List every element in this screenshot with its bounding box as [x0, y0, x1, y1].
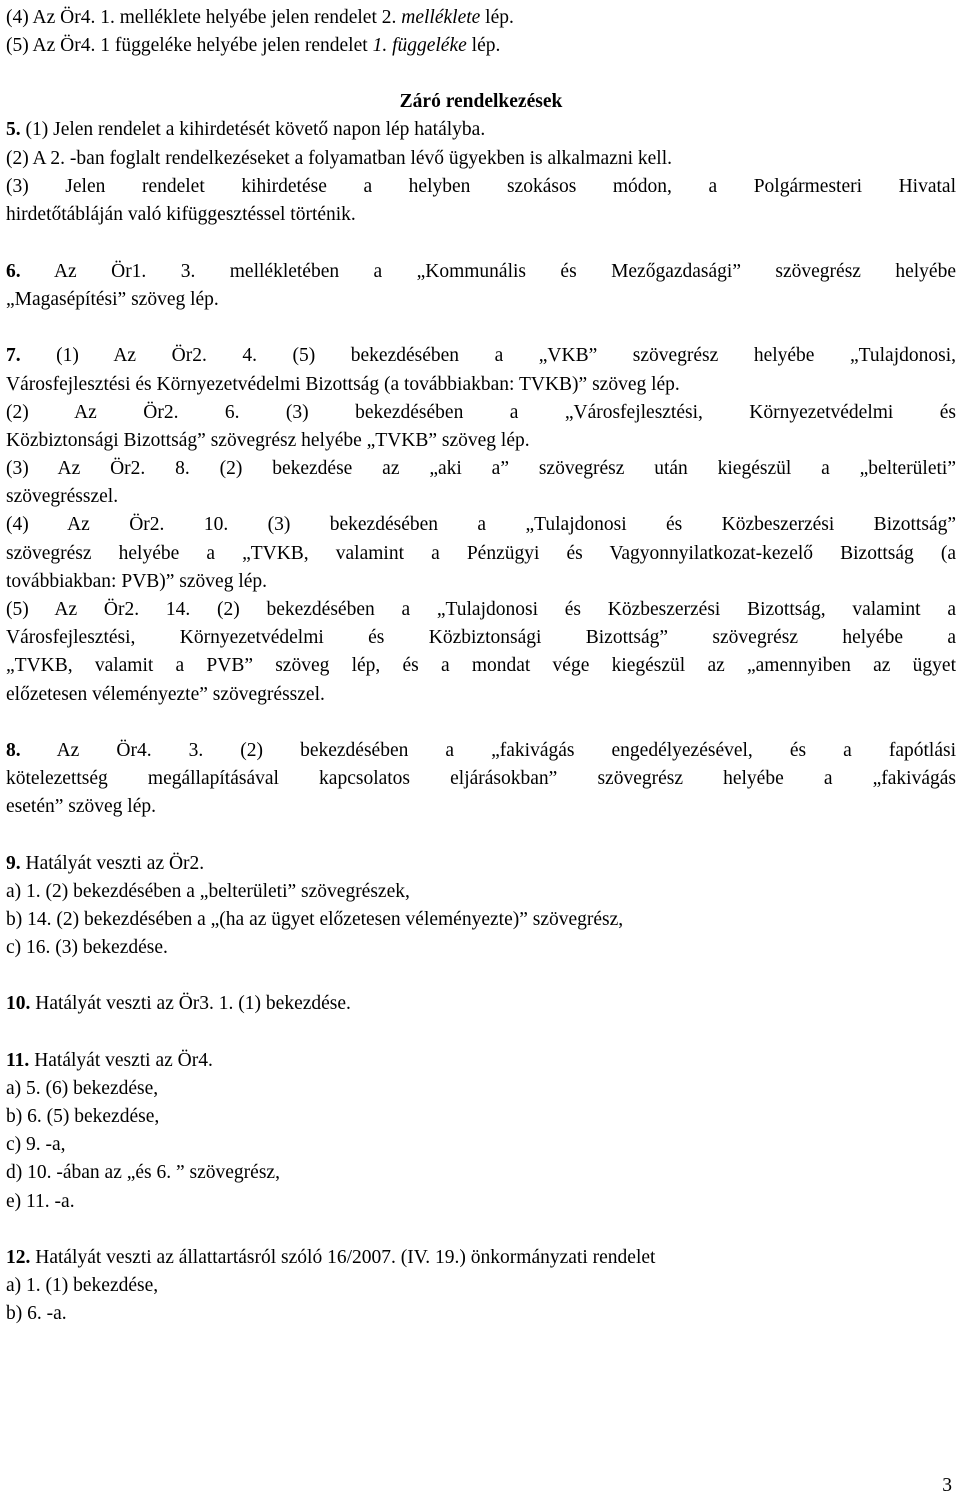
section-number: 7.	[6, 345, 21, 366]
text-line	[6, 34, 956, 58]
text-line	[6, 1133, 956, 1157]
section-number: Záró rendelkezések	[399, 91, 563, 112]
text-line	[6, 147, 956, 171]
text-line	[6, 739, 956, 763]
text-line	[6, 992, 956, 1016]
text-line	[6, 795, 956, 819]
text-span: a) 1. (1) bekezdése,	[6, 1275, 159, 1296]
text-span: (2) Az Ör2. 6. (3) bekezdésében a „Városfejlesztési, Környezetvédelmi és	[6, 402, 956, 423]
text-span: (4) Az Ör2. 10. (3) bekezdésében a „Tulajdonosi és Közbeszerzési Bizottság”	[6, 514, 956, 535]
text-line	[6, 288, 956, 312]
section-number: 9.	[6, 853, 21, 874]
text-span: e) 11. -a.	[6, 1191, 75, 1212]
text-line	[6, 908, 956, 932]
text-span: Hatályát veszti az Ör4.	[29, 1050, 213, 1071]
text-line	[6, 1077, 956, 1101]
text-span: előzetesen véleményezte” szövegrésszel.	[6, 684, 325, 705]
text-span: Városfejlesztési, Környezetvédelmi és Közbiztonsági Bizottság” szövegrész helyébe a	[6, 627, 956, 648]
text-span: b) 6. (5) bekezdése,	[6, 1106, 160, 1127]
text-span: (1) Jelen rendelet a kihirdetését követő napon lép hatályba.	[20, 119, 486, 140]
section-number: 5.	[6, 119, 21, 140]
text-span: c) 16. (3) bekezdése.	[6, 937, 168, 958]
text-line	[6, 683, 956, 707]
text-line	[6, 1190, 956, 1214]
text-span: c) 9. -a,	[6, 1134, 66, 1155]
text-span: b) 6. -a.	[6, 1303, 67, 1324]
text-line	[6, 457, 956, 481]
text-span: (2) A 2. -ban foglalt rendelkezéseket a folyamatban lévő ügyekben is alkalmazni kell.	[6, 148, 673, 169]
text-span: b) 14. (2) bekezdésében a „(ha az ügyet előzetesen véleményezte)” szövegrész,	[6, 909, 624, 930]
text-span: Az Ör1. 3. mellékletében a „Kommunális és Mezőgazdasági” szövegrész helyébe	[20, 261, 956, 282]
text-line	[6, 175, 956, 199]
text-span: (1) Az Ör2. 4. (5) bekezdésében a „VKB” szövegrész helyébe „Tulajdonosi,	[20, 345, 956, 366]
section-number: 8.	[6, 740, 21, 761]
text-span: esetén” szöveg lép.	[6, 796, 156, 817]
text-span: lép.	[480, 7, 514, 28]
text-span: Az Ör4. 3. (2) bekezdésében a „fakivágás engedélyezésével, és a fapótlási	[20, 740, 956, 761]
text-span: „TVKB, valamit a PVB” szöveg lép, és a mondat vége kiegészül az „amennyiben az ügyet	[6, 655, 956, 676]
text-span: „Magasépítési” szöveg lép.	[6, 289, 219, 310]
text-span: (5) Az Ör2. 14. (2) bekezdésében a „Tulajdonosi és Közbeszerzési Bizottság, valamint a	[6, 599, 956, 620]
text-line	[6, 1302, 956, 1326]
text-line	[6, 203, 956, 227]
text-span: lép.	[466, 35, 501, 56]
text-line	[6, 344, 956, 368]
text-line	[6, 880, 956, 904]
text-line	[6, 1161, 956, 1185]
text-line	[6, 936, 956, 960]
text-line	[6, 1274, 956, 1298]
section-number: 12.	[6, 1247, 31, 1268]
section-number: 11.	[6, 1050, 30, 1071]
text-span: a) 5. (6) bekezdése,	[6, 1078, 159, 1099]
text-span: 1. függeléke	[372, 35, 467, 56]
text-line	[6, 542, 956, 566]
text-span: hirdetőtábláján való kifüggesztéssel történik.	[6, 204, 356, 225]
text-span: Közbiztonsági Bizottság” szövegrész helyébe „TVKB” szöveg lép.	[6, 430, 530, 451]
text-line	[6, 570, 956, 594]
text-line	[6, 767, 956, 791]
section-number: 10.	[6, 993, 31, 1014]
text-line	[6, 401, 956, 425]
text-span: kötelezettség megállapításával kapcsolatos eljárásokban” szövegrész helyébe a „fakivágás	[6, 768, 956, 789]
page-number: 3	[942, 1475, 952, 1496]
text-line	[6, 90, 956, 114]
text-line	[6, 373, 956, 397]
section-number: 6.	[6, 261, 21, 282]
text-line	[6, 598, 956, 622]
text-line	[6, 118, 956, 142]
text-span: a) 1. (2) bekezdésében a „belterületi” szövegrészek,	[6, 881, 410, 902]
text-span: (3) Az Ör2. 8. (2) bekezdése az „aki a” szövegrész után kiegészül a „belterületi”	[6, 458, 956, 479]
text-line	[6, 626, 956, 650]
text-span: szövegrésszel.	[6, 486, 119, 507]
text-span: (3) Jelen rendelet kihirdetése a helyben szokásos módon, a Polgármesteri Hivatal	[6, 176, 956, 197]
text-span: (5) Az Ör4. 1 függeléke helyébe jelen rendelet	[6, 35, 373, 56]
text-line	[6, 852, 956, 876]
text-line	[6, 485, 956, 509]
text-line	[6, 1246, 956, 1270]
text-span: továbbiakban: PVB)” szöveg lép.	[6, 571, 268, 592]
text-line	[6, 429, 956, 453]
text-span: d) 10. -ában az „és 6. ” szövegrész,	[6, 1162, 280, 1183]
text-span: (4) Az Ör4. 1. melléklete helyébe jelen rendelet 2.	[6, 7, 402, 28]
text-line	[6, 513, 956, 537]
text-line	[6, 260, 956, 284]
text-span: Hatályát veszti az Ör3. 1. (1) bekezdése.	[30, 993, 351, 1014]
text-span: Hatályát veszti az állattartásról szóló 16/2007. (IV. 19.) önkormányzati rendelet	[30, 1247, 656, 1268]
text-span: szövegrész helyébe a „TVKB, valamint a Pénzügyi és Vagyonnyilatkozat-kezelő Bizottság (a	[6, 543, 956, 564]
text-span: Hatályát veszti az Ör2.	[20, 853, 205, 874]
text-span: melléklete	[401, 7, 481, 28]
text-line	[6, 1105, 956, 1129]
text-line	[6, 654, 956, 678]
text-span: Városfejlesztési és Környezetvédelmi Bizottság (a továbbiakban: TVKB)” szöveg lép.	[6, 374, 680, 395]
text-line	[6, 1049, 956, 1073]
text-line	[6, 6, 956, 30]
